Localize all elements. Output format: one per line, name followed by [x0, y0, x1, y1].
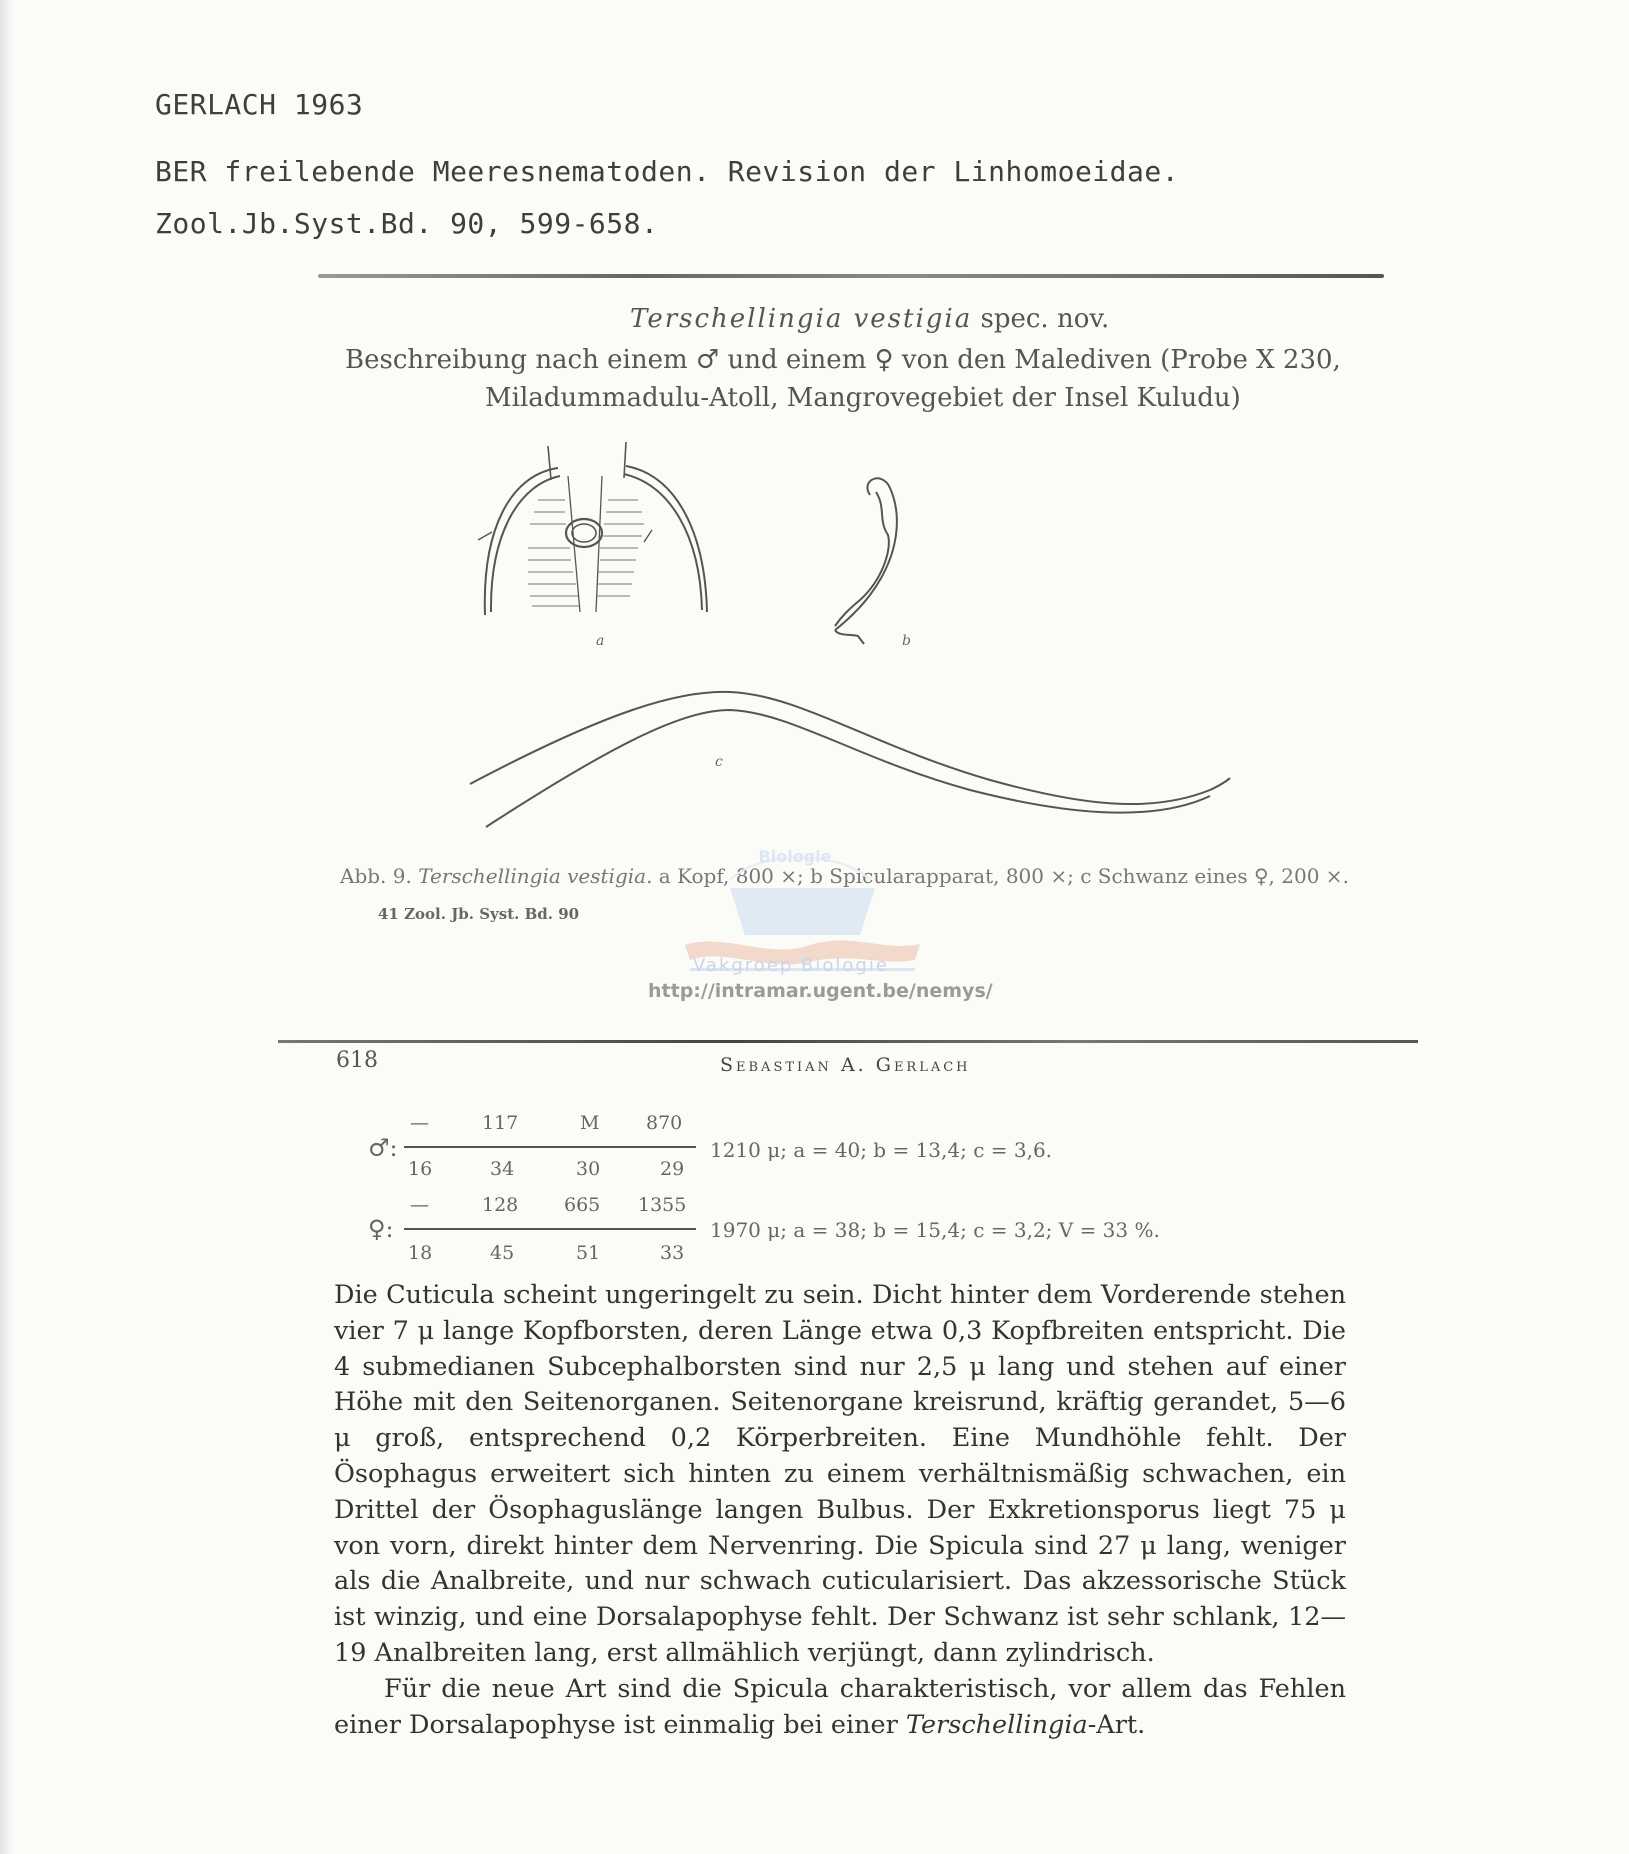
male-top-0: —	[410, 1112, 429, 1134]
paragraph-2-genus: Terschellingia	[905, 1709, 1088, 1740]
page-header-rule	[278, 1040, 1418, 1043]
male-fraction-line	[404, 1146, 696, 1148]
page-number: 618	[336, 1048, 378, 1073]
female-symbol: ♀:	[368, 1215, 394, 1243]
species-status: spec. nov.	[972, 304, 1110, 334]
caption-details: . a Kopf, 800 ×; b Spicularapparat, 800 ×; c Schwanz eines ♀, 200 ×.	[646, 864, 1349, 888]
female-measurements: 1970 μ; a = 38; b = 15,4; c = 3,2; V = 33 %.	[710, 1218, 1160, 1242]
label-a: a	[596, 633, 605, 649]
description-line-2: Miladummadulu-Atoll, Mangrovegebiet der Insel Kuludu)	[485, 383, 1241, 413]
female-top-1: 128	[482, 1194, 519, 1216]
male-top-1: 117	[482, 1112, 519, 1134]
description-line-1: Beschreibung nach einem ♂ und einem ♀ von den Malediven (Probe X 230,	[345, 345, 1341, 375]
caption-species: Terschellingia vestigia	[418, 864, 647, 888]
caption-journal: 41 Zool. Jb. Syst. Bd. 90	[378, 905, 580, 923]
description-body	[334, 1278, 1346, 1743]
male-symbol: ♂:	[368, 1134, 398, 1162]
species-name: Terschellingia vestigia	[630, 304, 973, 334]
paragraph-2-start: Für die neue Art sind die Spicula charakteristisch, vor allem das Fehlen einer Dorsalapophyse ist einmalig bei einer	[334, 1673, 1346, 1740]
card-divider	[318, 274, 1384, 278]
label-b: b	[902, 633, 911, 649]
watermark-url: http://intramar.ugent.be/nemys/	[648, 980, 993, 1002]
female-bottom-1: 45	[490, 1242, 515, 1264]
male-measurements: 1210 μ; a = 40; b = 13,4; c = 3,6.	[710, 1138, 1053, 1162]
paragraph-2	[334, 1672, 1346, 1744]
species-heading	[630, 304, 1109, 334]
figure-a-head	[478, 442, 707, 615]
female-top-3: 1355	[638, 1194, 687, 1216]
female-top-2: 665	[564, 1194, 601, 1216]
card-citation: Zool.Jb.Syst.Bd. 90, 599-658.	[155, 207, 659, 240]
male-bottom-0: 16	[408, 1158, 433, 1180]
male-bottom-1: 34	[490, 1158, 515, 1180]
male-bottom-2: 30	[576, 1158, 601, 1180]
paragraph-1: Die Cuticula scheint ungeringelt zu sein. Dicht hinter dem Vorderende stehen vier 7 μ lange Kopfborsten, deren Länge etwa 0,3 Kopfbreiten entspricht. Die 4 submedianen Subcephalborsten sind nur 2,5 μ lang und stehen auf einer Höhe mit den Seitenorganen. Seitenorgane kreisrund, kräftig gerandet, 5—6 μ groß, entsprechend 0,2 Körperbreiten. Eine Mundhöhle fehlt. Der Ösophagus erweitert sich hinten zu einem verhältnismäßig schwachen, ein Drittel der Ösophaguslänge langen Bulbus. Der Exkretionsporus liegt 75 μ von vorn, direkt hinter dem Nervenring. Die Spicula sind 27 μ lang, weniger als die Analbreite, und nur schwach cuticularisiert. Das akzessorische Stück ist winzig, und eine Dorsalapophyse fehlt. Der Schwanz ist sehr schlank, 12—19 Analbreiten lang, erst allmählich verjüngt, dann zylindrisch.	[334, 1280, 1346, 1668]
watermark-text: Vakgroep Biologie	[693, 955, 889, 976]
scan-edge-shadow	[0, 0, 14, 1854]
figure-b-spicule	[835, 478, 897, 644]
running-head-author: Sebastian A. Gerlach	[720, 1054, 971, 1076]
card-author-year: GERLACH 1963	[155, 88, 364, 121]
card-title: BER freilebende Meeresnematoden. Revision der Linhomoeidae.	[155, 155, 1180, 188]
female-bottom-2: 51	[576, 1242, 601, 1264]
caption-prefix: Abb. 9.	[340, 864, 419, 888]
label-c: c	[715, 754, 723, 770]
paragraph-2-end: -Art.	[1087, 1709, 1146, 1740]
watermark-arc-text: Biologie	[758, 847, 832, 866]
female-top-0: —	[410, 1194, 429, 1216]
male-bottom-3: 29	[660, 1158, 685, 1180]
female-fraction-line	[404, 1228, 696, 1230]
male-top-2: M	[580, 1112, 600, 1134]
female-bottom-0: 18	[408, 1242, 433, 1264]
figure-c-tail	[470, 692, 1230, 827]
nematode-figure	[430, 440, 1250, 840]
female-bottom-3: 33	[660, 1242, 685, 1264]
male-top-3: 870	[646, 1112, 683, 1134]
